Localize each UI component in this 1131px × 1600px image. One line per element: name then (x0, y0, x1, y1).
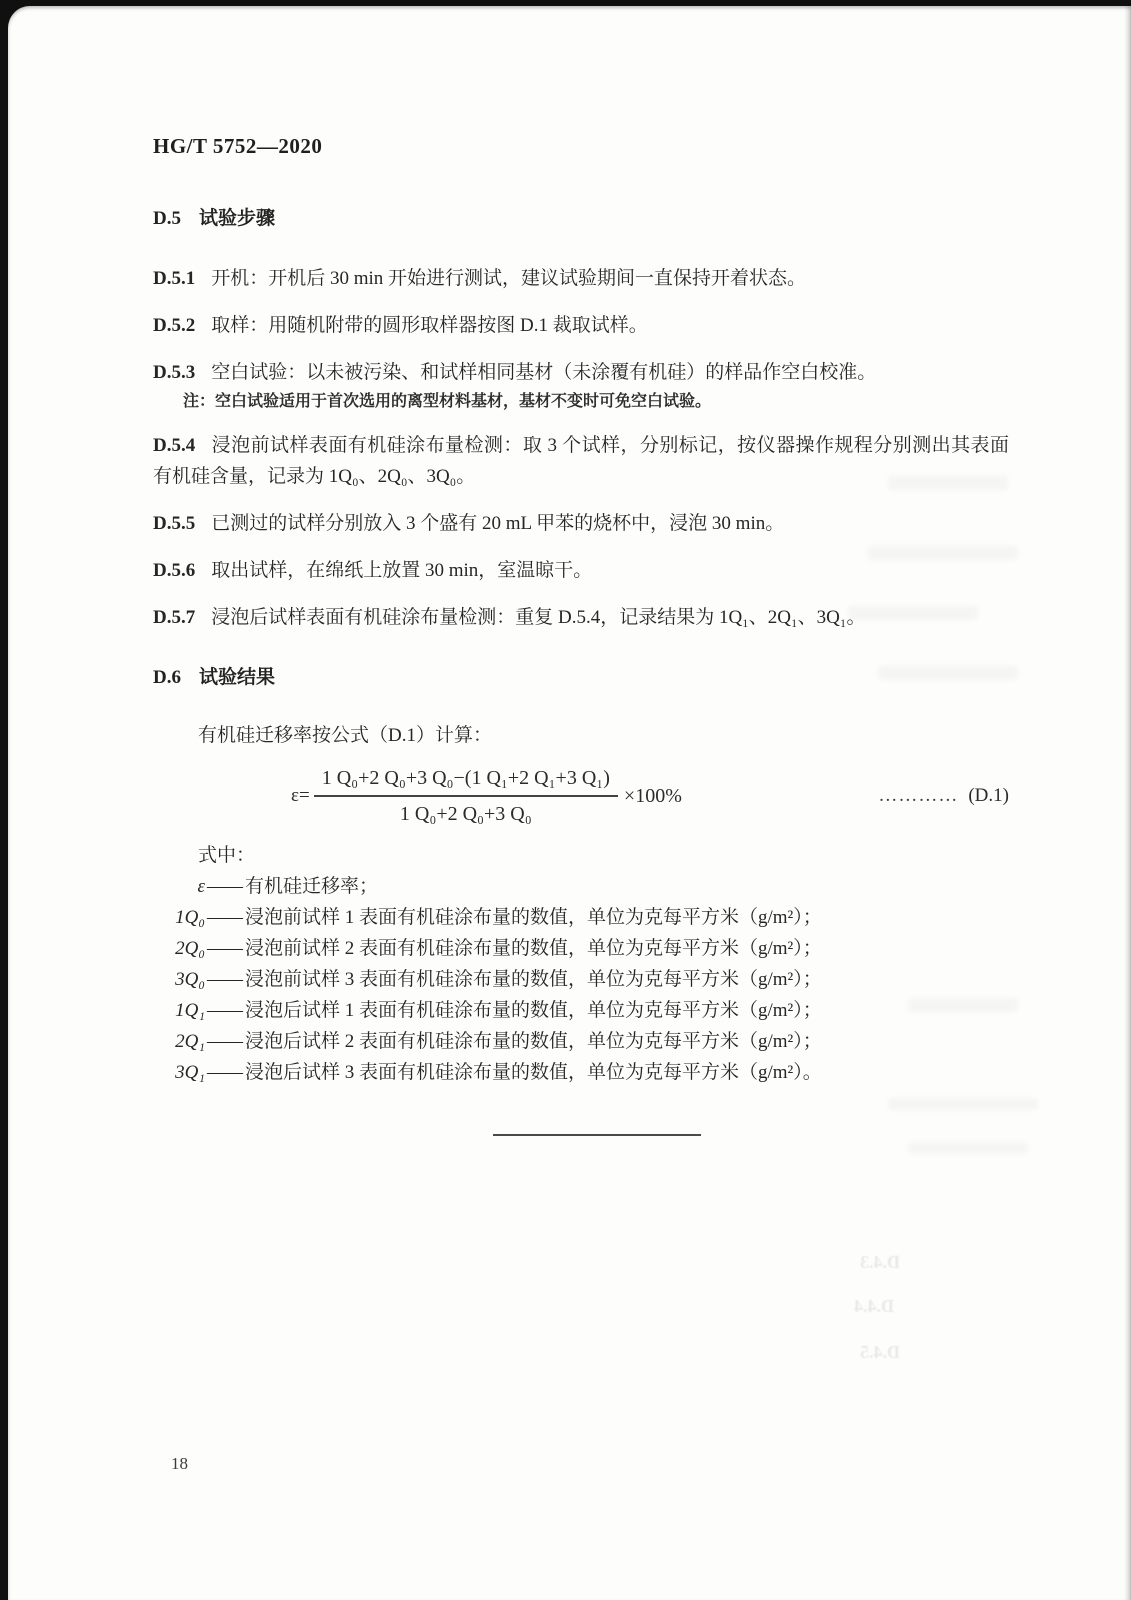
definition-term: 1Q₀ (175, 907, 205, 928)
end-of-annex-divider (493, 1134, 701, 1136)
bleedthrough-text: D.4.4 (854, 1296, 894, 1316)
definition-row-3q1 (153, 1058, 1009, 1088)
clause-d5-2 (153, 310, 1009, 341)
scan-artifact (868, 546, 1018, 560)
scan-artifact (888, 476, 1008, 490)
definition-term: 3Q₀ (175, 969, 205, 990)
definition-row-epsilon (153, 872, 1009, 902)
definition-dash: —— (207, 969, 241, 990)
scan-artifact (908, 1142, 1028, 1154)
clause-text: 取出试样，在绵纸上放置 30 min，室温晾干。 (211, 560, 593, 581)
page-content (8, 6, 1131, 1136)
definition-description: 浸泡后试样 1 表面有机硅涂布量的数值，单位为克每平方米（g/m²）； (245, 1000, 822, 1021)
definition-dash: —— (207, 907, 241, 928)
clause-number: D.5.7 (153, 607, 196, 628)
leader-dots: ………… (878, 785, 959, 806)
definition-description: 浸泡前试样 2 表面有机硅涂布量的数值，单位为克每平方米（g/m²）； (245, 938, 822, 959)
equation-reference (878, 785, 1009, 807)
clause-text: 开机：开机后 30 min 开始进行测试，建议试验期间一直保持开着状态。 (211, 268, 807, 289)
definition-description: 浸泡前试样 1 表面有机硅涂布量的数值，单位为克每平方米（g/m²）； (245, 907, 822, 928)
equation-fraction (314, 765, 618, 827)
scan-artifact (878, 666, 1018, 680)
definition-row-2q0 (153, 934, 1009, 964)
definition-term: 2Q₁ (175, 1031, 205, 1052)
definition-description: 有机硅迁移率； (245, 876, 379, 897)
clause-d5-1 (153, 263, 1009, 294)
clause-text: 浸泡后试样表面有机硅涂布量检测：重复 D.5.4，记录结果为 1Q₁、2Q₁、3Q₁。 (211, 607, 866, 628)
clause-number: D.5.2 (153, 315, 196, 336)
clause-number: D.5.5 (153, 513, 196, 534)
scan-artifact (888, 1098, 1038, 1110)
clause-d5-5 (153, 508, 1009, 539)
definition-term: 1Q₁ (175, 1000, 205, 1021)
fraction-numerator: 1 Q₀+2 Q₀+3 Q₀−(1 Q₁+2 Q₁+3 Q₁) (314, 765, 618, 797)
scan-artifact (908, 998, 1018, 1012)
equation-lhs: ε= (291, 785, 310, 806)
scan-artifact (848, 606, 978, 620)
definition-description: 浸泡前试样 3 表面有机硅涂布量的数值，单位为克每平方米（g/m²）； (245, 969, 822, 990)
definition-dash: —— (207, 1062, 241, 1083)
equation-multiplier: ×100% (623, 784, 682, 807)
section-d6-title: 试验结果 (198, 667, 275, 688)
section-d5-heading (153, 206, 1009, 232)
scan-edge-shadow (1124, 6, 1131, 1600)
clause-number: D.5.4 (153, 435, 196, 456)
where-label: 式中： (198, 845, 256, 866)
clause-text: 取样：用随机附带的圆形取样器按图 D.1 裁取试样。 (211, 315, 648, 336)
equation-label: (D.1) (968, 785, 1009, 806)
clause-number: D.5.3 (153, 362, 196, 383)
clause-text: 浸泡前试样表面有机硅涂布量检测：取 3 个试样，分别标记，按仪器操作规程分别测出其表面有机硅含量，记录为 1Q₀、2Q₀、3Q₀。 (153, 435, 1009, 487)
definition-row-3q0 (153, 965, 1009, 995)
section-d5-number: D.5 (153, 208, 181, 229)
definition-row-1q0 (153, 903, 1009, 933)
definition-dash: —— (207, 1000, 241, 1021)
definition-dash: —— (207, 1031, 241, 1052)
definition-term: 3Q₁ (175, 1062, 205, 1083)
section-d5-title: 试验步骤 (198, 208, 275, 229)
bleedthrough-text: D.4.3 (860, 1252, 900, 1272)
definition-row-2q1 (153, 1027, 1009, 1057)
clause-d5-4 (153, 430, 1009, 492)
formula-intro: 有机硅迁移率按公式（D.1）计算： (198, 725, 492, 746)
section-d6-number: D.6 (153, 667, 181, 688)
bleedthrough-text: D.4.5 (860, 1342, 900, 1362)
clause-text: 已测过的试样分别放入 3 个盛有 20 mL 甲苯的烧杯中，浸泡 30 min。 (211, 513, 785, 534)
definition-description: 浸泡后试样 3 表面有机硅涂布量的数值，单位为克每平方米（g/m²）。 (245, 1062, 822, 1083)
clause-d5-3-note: 注：空白试验适用于首次选用的离型材料基材，基材不变时可免空白试验。 (183, 393, 712, 410)
definition-term: ε (197, 876, 205, 897)
clause-d5-3 (153, 357, 1009, 388)
clause-text: 空白试验：以未被污染、和试样相同基材（未涂覆有机硅）的样品作空白校准。 (211, 362, 877, 383)
page-number: 18 (171, 1454, 188, 1473)
scanned-page (8, 6, 1131, 1600)
clause-number: D.5.6 (153, 560, 196, 581)
definition-row-1q1 (153, 996, 1009, 1026)
clause-number: D.5.1 (153, 268, 196, 289)
definition-description: 浸泡后试样 2 表面有机硅涂布量的数值，单位为克每平方米（g/m²）； (245, 1031, 822, 1052)
standard-number-header: HG/T 5752—2020 (153, 134, 323, 158)
equation-math (291, 765, 682, 827)
equation-d1 (153, 765, 1009, 827)
definition-term: 2Q₀ (175, 938, 205, 959)
fraction-denominator: 1 Q₀+2 Q₀+3 Q₀ (399, 803, 532, 825)
definition-dash: —— (207, 876, 241, 897)
definition-dash: —— (207, 938, 241, 959)
